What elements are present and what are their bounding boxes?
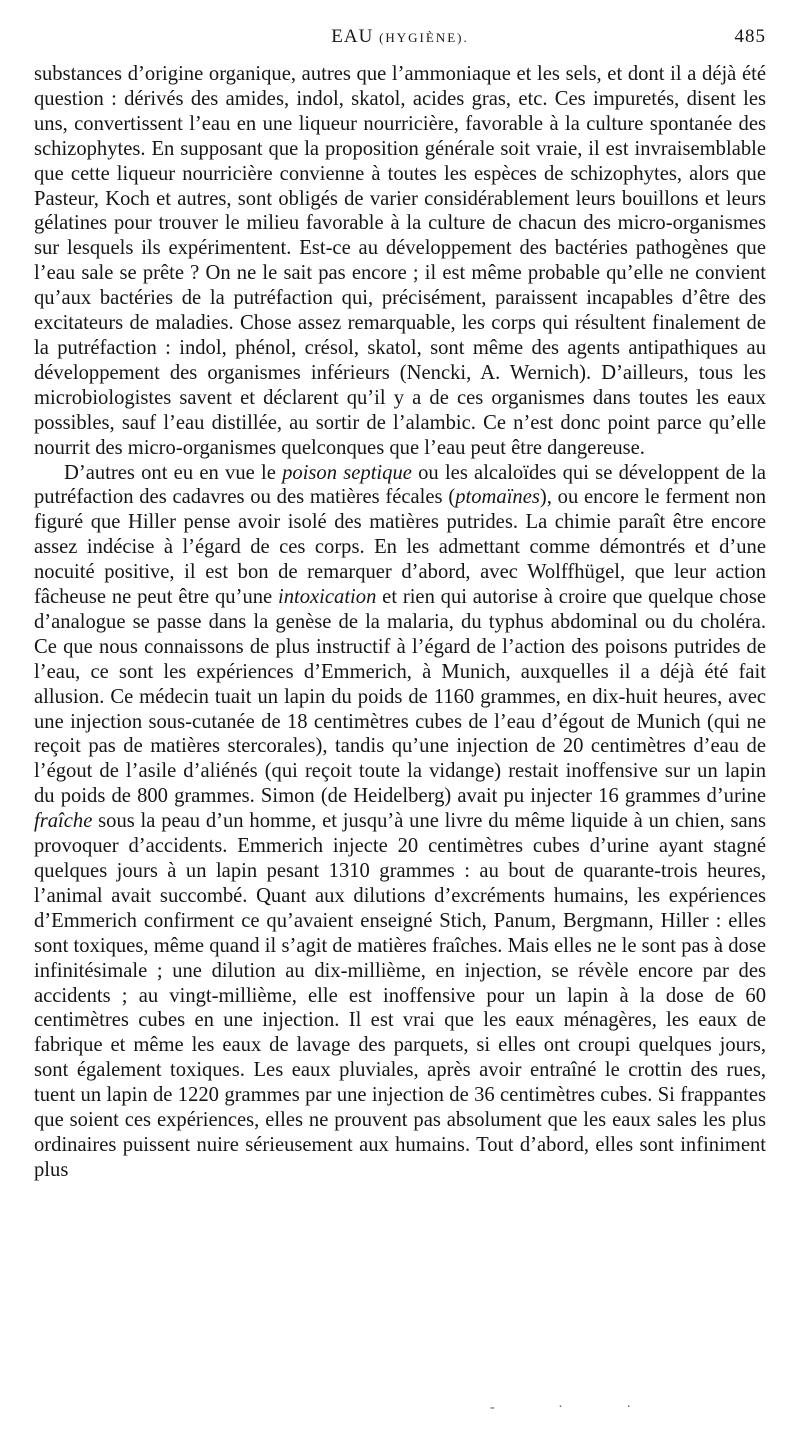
paragraph-continued — [34, 62, 766, 461]
running-title-main: EAU — [331, 26, 374, 47]
text-run: ou les alcaloïdes qui se développent de la putréfaction des cadavres ou des matières fécales ( — [34, 461, 766, 509]
italic-term: poison septique — [282, 461, 412, 484]
body-text — [34, 62, 766, 1183]
italic-term: ptomaïnes — [455, 486, 540, 509]
scan-artifact-marks: - · · — [490, 1400, 661, 1415]
text-run: ), ou encore le ferment non figuré que Hiller pense avoir isolé des matières putrides. La chimie paraît être encore assez indécise à l’égard de ces corps. En les admettant comme démontrés et d’une nocuité positive, il est bon de remarquer d’abord, avec Wolffhügel, que leur action fâcheuse ne peut être qu’une — [34, 486, 766, 609]
text-run: et rien qui autorise à croire que quelque chose d’analogue se passe dans la genèse de la malaria, du typhus abdominal ou du choléra. Ce que nous connaissons de plus instructif à l’égard de l’action des poisons putrides de l’eau, ce sont les expériences d’Emmerich, à Munich, auxquelles il a déjà été fait allusion. Ce médecin tuait un lapin du poids de 1160 grammes, en dix-huit heures, avec une injection sous-cutanée de 18 centimètres cubes de l’eau d’égout de Munich (qui ne reçoit pas de matières stercorales), tandis qu’une injection de 20 centimètres d’eau de l’égout de l’asile d’aliénés (qui reçoit toute la vidange) restait inoffensive sur un lapin du poids de 800 grammes. Simon (de Heidelberg) avait pu injecter 16 grammes d’urine — [34, 586, 766, 808]
running-title-subject: (HYGIÈNE). — [379, 30, 469, 45]
page-number: 485 — [734, 26, 766, 47]
text-run: D’autres ont eu en vue le — [64, 461, 283, 484]
text-run: substances d’origine organique, autres que l’ammoniaque et les sels, et dont il a déjà été question : dérivés des amides, indol, skatol, acides gras, etc. Ces impuretés, disent les uns, convertissent l’eau en une liqueur nourricière, favorable à la culture spontanée des schizophytes. En supposant que la proposition générale soit vraie, il est invraisemblable que cette liqueur nourricière convienne à toutes les espèces de schizophytes, alors que Pasteur, Koch et autres, sont obligés de varier considérablement leurs bouillons et leurs gélatines pour trouver le milieu favorable à la culture de chacun des micro-organismes sur lesquels ils expérimentent. Est-ce au développement des bactéries pathogènes que l’eau sale se prête ? On ne le sait pas encore ; il est même probable qu’elle ne convient qu’aux bactéries de la putréfaction qui, précisément, paraissent incapables d’être des excitateurs de maladies. Chose assez remarquable, les corps qui résultent finalement de la putréfaction : indol, phénol, crésol, skatol, sont même des agents antipathiques au développement des organismes inférieurs (Nencki, A. Wernich). D’ailleurs, tous les microbiologistes savent et déclarent qu’il y a de ces organismes dans toutes les eaux possibles, sauf l’eau distillée, au sortir de l’alambic. Ce n’est donc point parce qu’elle nourrit des micro-organismes quelconques que l’eau peut être dangereuse. — [34, 63, 766, 459]
italic-term: fraîche — [34, 810, 93, 833]
italic-term: intoxication — [278, 586, 377, 609]
text-run: sous la peau d’un homme, et jusqu’à une livre du même liquide à un chien, sans provoquer d’accidents. Emmerich injecte 20 centimètres cubes d’urine ayant stagné quelques jours à un lapin pesant 1310 grammes : au bout de quarante-trois heures, l’animal avait succombé. Quant aux dilutions d’excréments humains, les expériences d’Emmerich confirment ce qu’avaient enseigné Stich, Panum, Bergmann, Hiller : elles sont toxiques, même quand il s’agit de matières fraîches. Mais elles ne le sont pas à dose infinitésimale ; une dilution au dix-millième, en injection, se révèle encore par des accidents ; au vingt-millième, elle est inoffensive pour un lapin à la dose de 60 centimètres cubes en une injection. Il est vrai que les eaux ménagères, les eaux de fabrique et même les eaux de lavage des parquets, si elles ont croupi quelques jours, sont également toxiques. Les eaux pluviales, après avoir entraîné le crottin des rues, tuent un lapin de 1220 grammes par une injection de 36 centimètres cubes. Si frappantes que soient ces expériences, elles ne prouvent pas absolument que les eaux sales les plus ordinaires puissent nuire sérieusement aux humains. Tout d’abord, elles sont infiniment plus — [34, 810, 766, 1181]
running-head — [34, 26, 766, 56]
book-page — [34, 26, 766, 1183]
paragraph — [34, 461, 766, 1183]
running-title — [34, 26, 766, 48]
